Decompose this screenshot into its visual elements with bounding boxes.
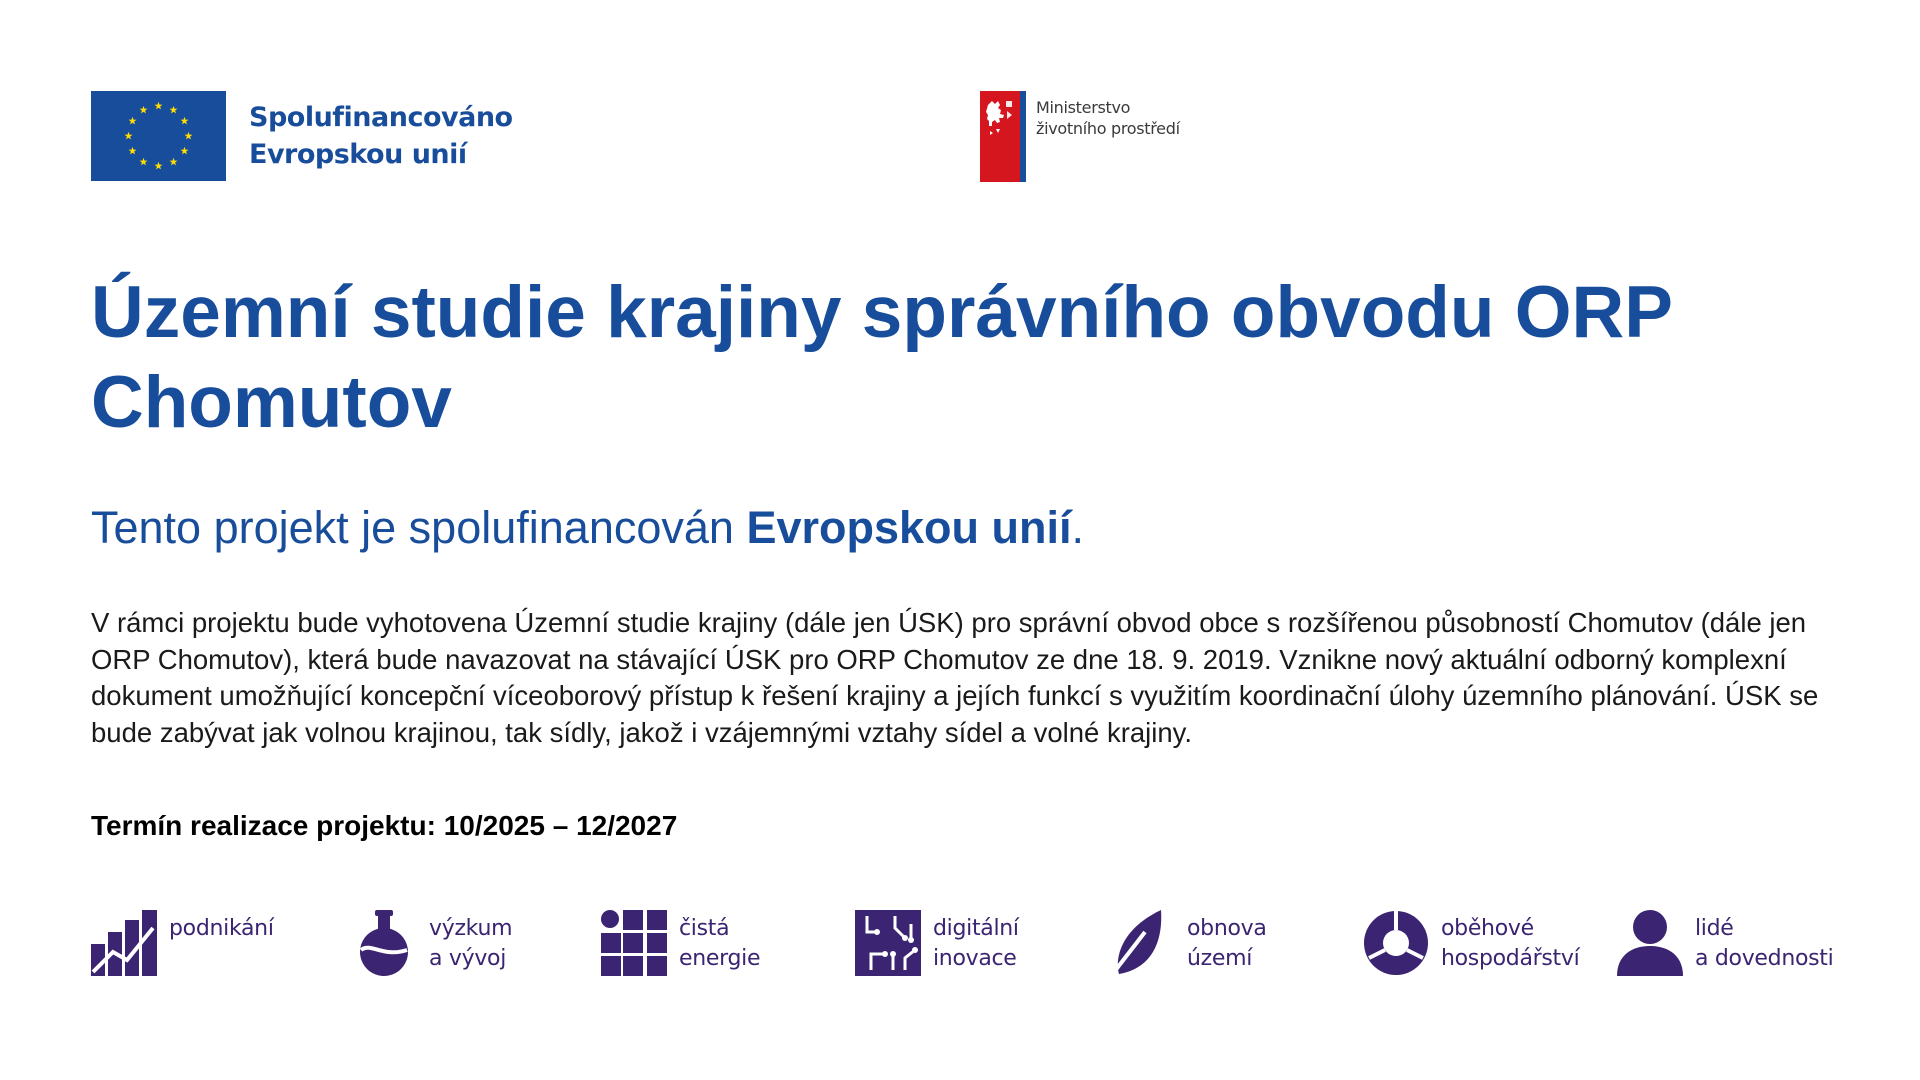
topic-podnikani <box>91 910 274 976</box>
topic-label <box>1187 914 1267 974</box>
page-title: Územní studie krajiny správního obvodu ORP Chomutov <box>91 272 1672 443</box>
topic-label-line1: digitální <box>933 916 1019 941</box>
topic-obnova-uzemi <box>1109 910 1267 976</box>
ministry-logo-line2: životního prostředí <box>1036 119 1180 138</box>
circuit-icon <box>855 910 921 976</box>
topic-label-line2: inovace <box>933 946 1017 971</box>
topic-label <box>1695 914 1833 974</box>
subtitle-bold: Evropskou unií <box>746 502 1072 553</box>
topic-icons-row <box>91 910 1851 980</box>
subtitle-suffix: . <box>1071 502 1084 553</box>
topic-label <box>169 914 274 944</box>
topic-label-line1: oběhové <box>1441 916 1534 941</box>
eu-logo-line2: Evropskou unií <box>249 139 467 170</box>
topic-label-line1: podnikání <box>169 916 274 941</box>
topic-vyzkum <box>351 910 512 976</box>
topic-digitalni-inovace <box>855 910 1019 976</box>
ministry-logo-line1: Ministerstvo <box>1036 98 1131 117</box>
topic-obehove-hospodarstvi <box>1363 910 1579 976</box>
topic-label <box>429 914 512 974</box>
topic-label-line1: výzkum <box>429 916 513 941</box>
solar-panel-icon <box>601 910 667 976</box>
person-icon <box>1617 910 1683 976</box>
circular-arrows-icon <box>1363 910 1429 976</box>
topic-label-line2: území <box>1187 946 1253 971</box>
ministry-logo <box>980 91 1180 182</box>
eu-logo-line1: Spolufinancováno <box>249 102 513 133</box>
ministry-emblem-icon <box>980 91 1026 182</box>
topic-label-line1: čistá <box>679 916 730 941</box>
topic-label-line2: a dovednosti <box>1695 946 1834 971</box>
topic-label-line2: hospodářství <box>1441 946 1580 971</box>
topic-label <box>933 914 1019 974</box>
topic-label-line2: energie <box>679 946 761 971</box>
project-term-value: 10/2025 – 12/2027 <box>443 810 678 841</box>
eu-logo-text <box>249 99 513 173</box>
topic-label <box>679 914 760 974</box>
project-description: V rámci projektu bude vyhotovena Územní studie krajiny (dále jen ÚSK) pro správní obvod obce s rozšířenou působností Chomutov (dále jen ORP Chomutov), která bude navazovat na stávající ÚSK pro ORP Chomutov ze dne 18. 9. 2019. Vznikne nový aktuální odborný komplexní dokument umožňující koncepční víceoborový přístup k řešení krajiny a jejích funkcí s využitím koordinační úlohy územního plánování. ÚSK se bude zabývat jak volnou krajinou, tak sídly, jakož i vzájemnými vztahy sídel a volné krajiny. <box>91 607 1819 748</box>
subtitle-prefix: Tento projekt je spolufinancován <box>91 502 747 553</box>
topic-label <box>1441 914 1579 974</box>
chart-growth-icon <box>91 910 157 976</box>
topic-label-line2: a vývoj <box>429 946 507 971</box>
flask-icon <box>351 910 417 976</box>
eu-flag-icon <box>91 91 226 181</box>
ministry-logo-text <box>1036 97 1180 139</box>
topic-label-line1: lidé <box>1695 916 1734 941</box>
project-term-label: Termín realizace projektu: <box>91 810 444 841</box>
topic-cista-energie <box>601 910 760 976</box>
eu-cofinanced-logo <box>91 91 513 181</box>
project-term <box>91 808 677 844</box>
topic-label-line1: obnova <box>1187 916 1267 941</box>
subtitle <box>91 500 1084 556</box>
topic-lide-dovednosti <box>1617 910 1833 976</box>
leaf-icon <box>1109 910 1175 976</box>
